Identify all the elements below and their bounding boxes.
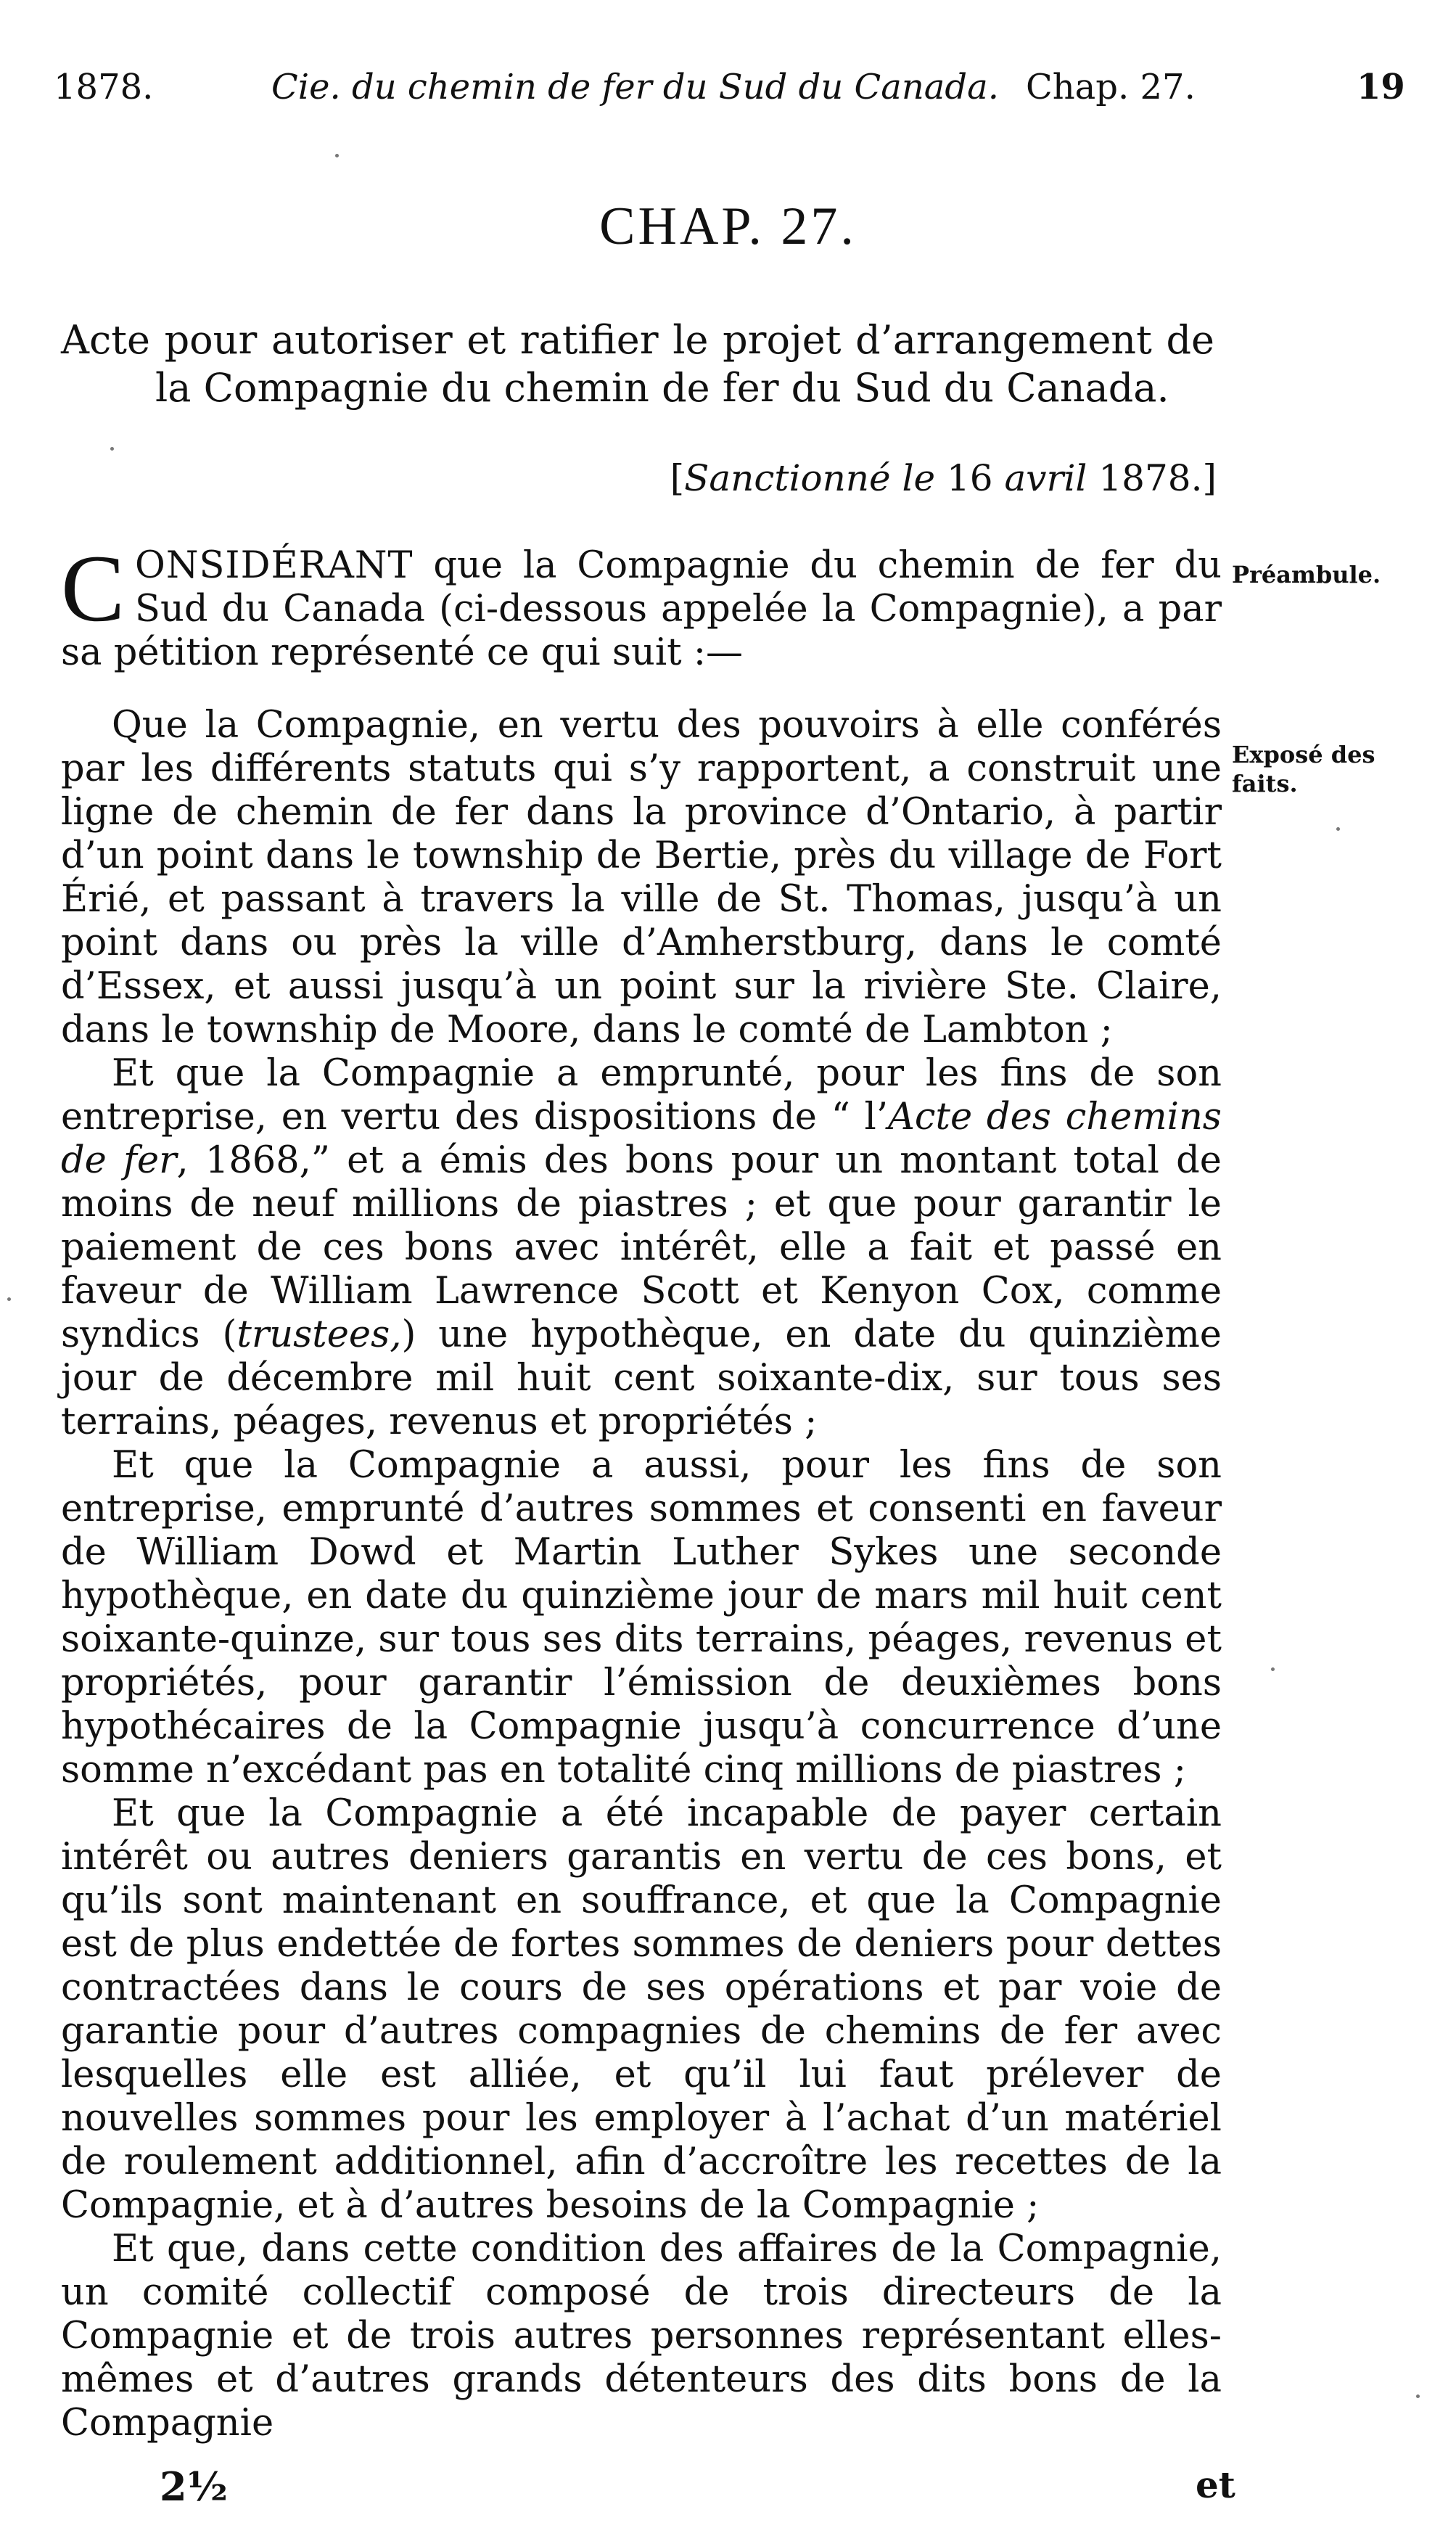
paragraph: Et que la Compagnie a été incapable de payer certain intérêt ou autres deniers garantis en vertu de ces bons, et qu’ils sont maintenant en souffrance, et que la Compagnie est de plus endettée de fortes sommes de deniers pour dettes contractées dans le cours de ses opérations et par voie de garantie pour d’autres compagnies de chemins de fer avec lesquelles elle est alliée, et qu’il lui faut prélever de nouvelles sommes pour les employer à l’achat d’un matériel de roulement additionnel, afin d’accroître les recettes de la Compagnie, et à d’autres besoins de la Compagnie ;	[61, 1792, 1222, 2227]
margin-note-expose: Exposé des faits.	[1232, 741, 1375, 797]
print-speck	[1416, 2394, 1420, 2398]
page-number: 19	[1357, 67, 1405, 107]
sanction-month: avril	[1004, 457, 1087, 499]
chapter-title: CHAP. 27.	[599, 197, 857, 256]
sanction-year: 1878.	[1098, 457, 1203, 499]
paragraph-italic: trustees,	[237, 1313, 402, 1356]
paragraph-italic: Acte des chemins de fer	[61, 1096, 1222, 1182]
preamble-rest: que la Compagnie du chemin de fer du Sud du Canada (ci-dessous appelée la Compagnie), a par sa pétition représenté ce qui suit :—	[61, 544, 1222, 674]
header-chapter: Chap. 27.	[1026, 67, 1196, 107]
sanction-line: [Sanctionné le 16 avril 1878.]	[670, 457, 1217, 499]
paragraph-preamble	[61, 535, 1222, 675]
body-text	[61, 535, 1222, 2445]
margin-note-preamble: Préambule.	[1232, 561, 1381, 588]
print-speck	[1336, 827, 1340, 831]
running-header	[54, 67, 1403, 132]
signature-mark: 2½	[160, 2463, 228, 2510]
catchword: et	[1196, 2463, 1235, 2506]
print-speck	[1271, 1667, 1275, 1671]
drop-cap: C	[61, 535, 126, 641]
paragraph: Et que, dans cette condition des affaires de la Compagnie, un comité collectif composé de trois directeurs de la Compagnie et de trois autres personnes représentant elles-mêmes et d’autres grands détenteurs des dits bons de la Compagnie	[61, 2228, 1222, 2445]
sanction-prefix: Sanctionné le	[684, 457, 936, 499]
act-title-text: Acte pour autoriser et ratifier le projet d’arrangement de la Compagnie du chemin de fer du Sud du Canada.	[61, 317, 1214, 411]
sanction-day: 16	[946, 457, 993, 499]
print-speck	[335, 154, 339, 157]
print-speck	[110, 447, 114, 451]
preamble-smallcaps: ONSIDÉRANT	[135, 544, 414, 587]
paragraph-part: , 1868,” et a émis des bons pour un montant total de moins de neuf millions de piastres ; et que pour garantir le paiement de ces bons avec intérêt, elle a fait et passé en faveur de William Lawrence Scott et Kenyon Cox, comme syndics (	[61, 1139, 1222, 1356]
paragraph: Que la Compagnie, en vertu des pouvoirs à elle conférés par les différents statuts qui s’y rapportent, a construit une ligne de chemin de fer dans la province d’Ontario, à partir d’un point dans le township de Bertie, près du village de Fort Érié, et passant à travers la ville de St. Thomas, jusqu’à un point dans ou près la ville d’Amherstburg, dans le comté d’Essex, et aussi jusqu’à un point sur la rivière Ste. Claire, dans le township de Moore, dans le comté de Lambton ;	[61, 704, 1222, 1051]
print-speck	[7, 1297, 11, 1301]
paragraph-part: ) une hypothèque, en date du quinzième jour de décembre mil huit cent soixante-dix, sur tous ses terrains, péages, revenus et propriétés ;	[61, 1313, 1222, 1443]
paragraph-part: Et que la Compagnie a emprunté, pour les fins de son entreprise, en vertu des dispositions de “ l’	[61, 1052, 1222, 1138]
paragraph: Et que la Compagnie a aussi, pour les fins de son entreprise, emprunté d’autres sommes et consenti en faveur de William Dowd et Martin Luther Sykes une seconde hypothèque, en date du quinzième jour de mars mil huit cent soixante-quinze, sur tous ses dits terrains, péages, revenus et propriétés, pour garantir l’émission de deuxièmes bons hypothécaires de la Compagnie jusqu’à concurrence d’une somme n’excédant pas en totalité cinq millions de piastres ;	[61, 1444, 1222, 1792]
header-year: 1878.	[54, 67, 154, 107]
header-title: Cie. du chemin de fer du Sud du Canada.	[271, 67, 999, 107]
paragraph	[61, 1052, 1222, 1444]
act-title	[61, 316, 1214, 412]
